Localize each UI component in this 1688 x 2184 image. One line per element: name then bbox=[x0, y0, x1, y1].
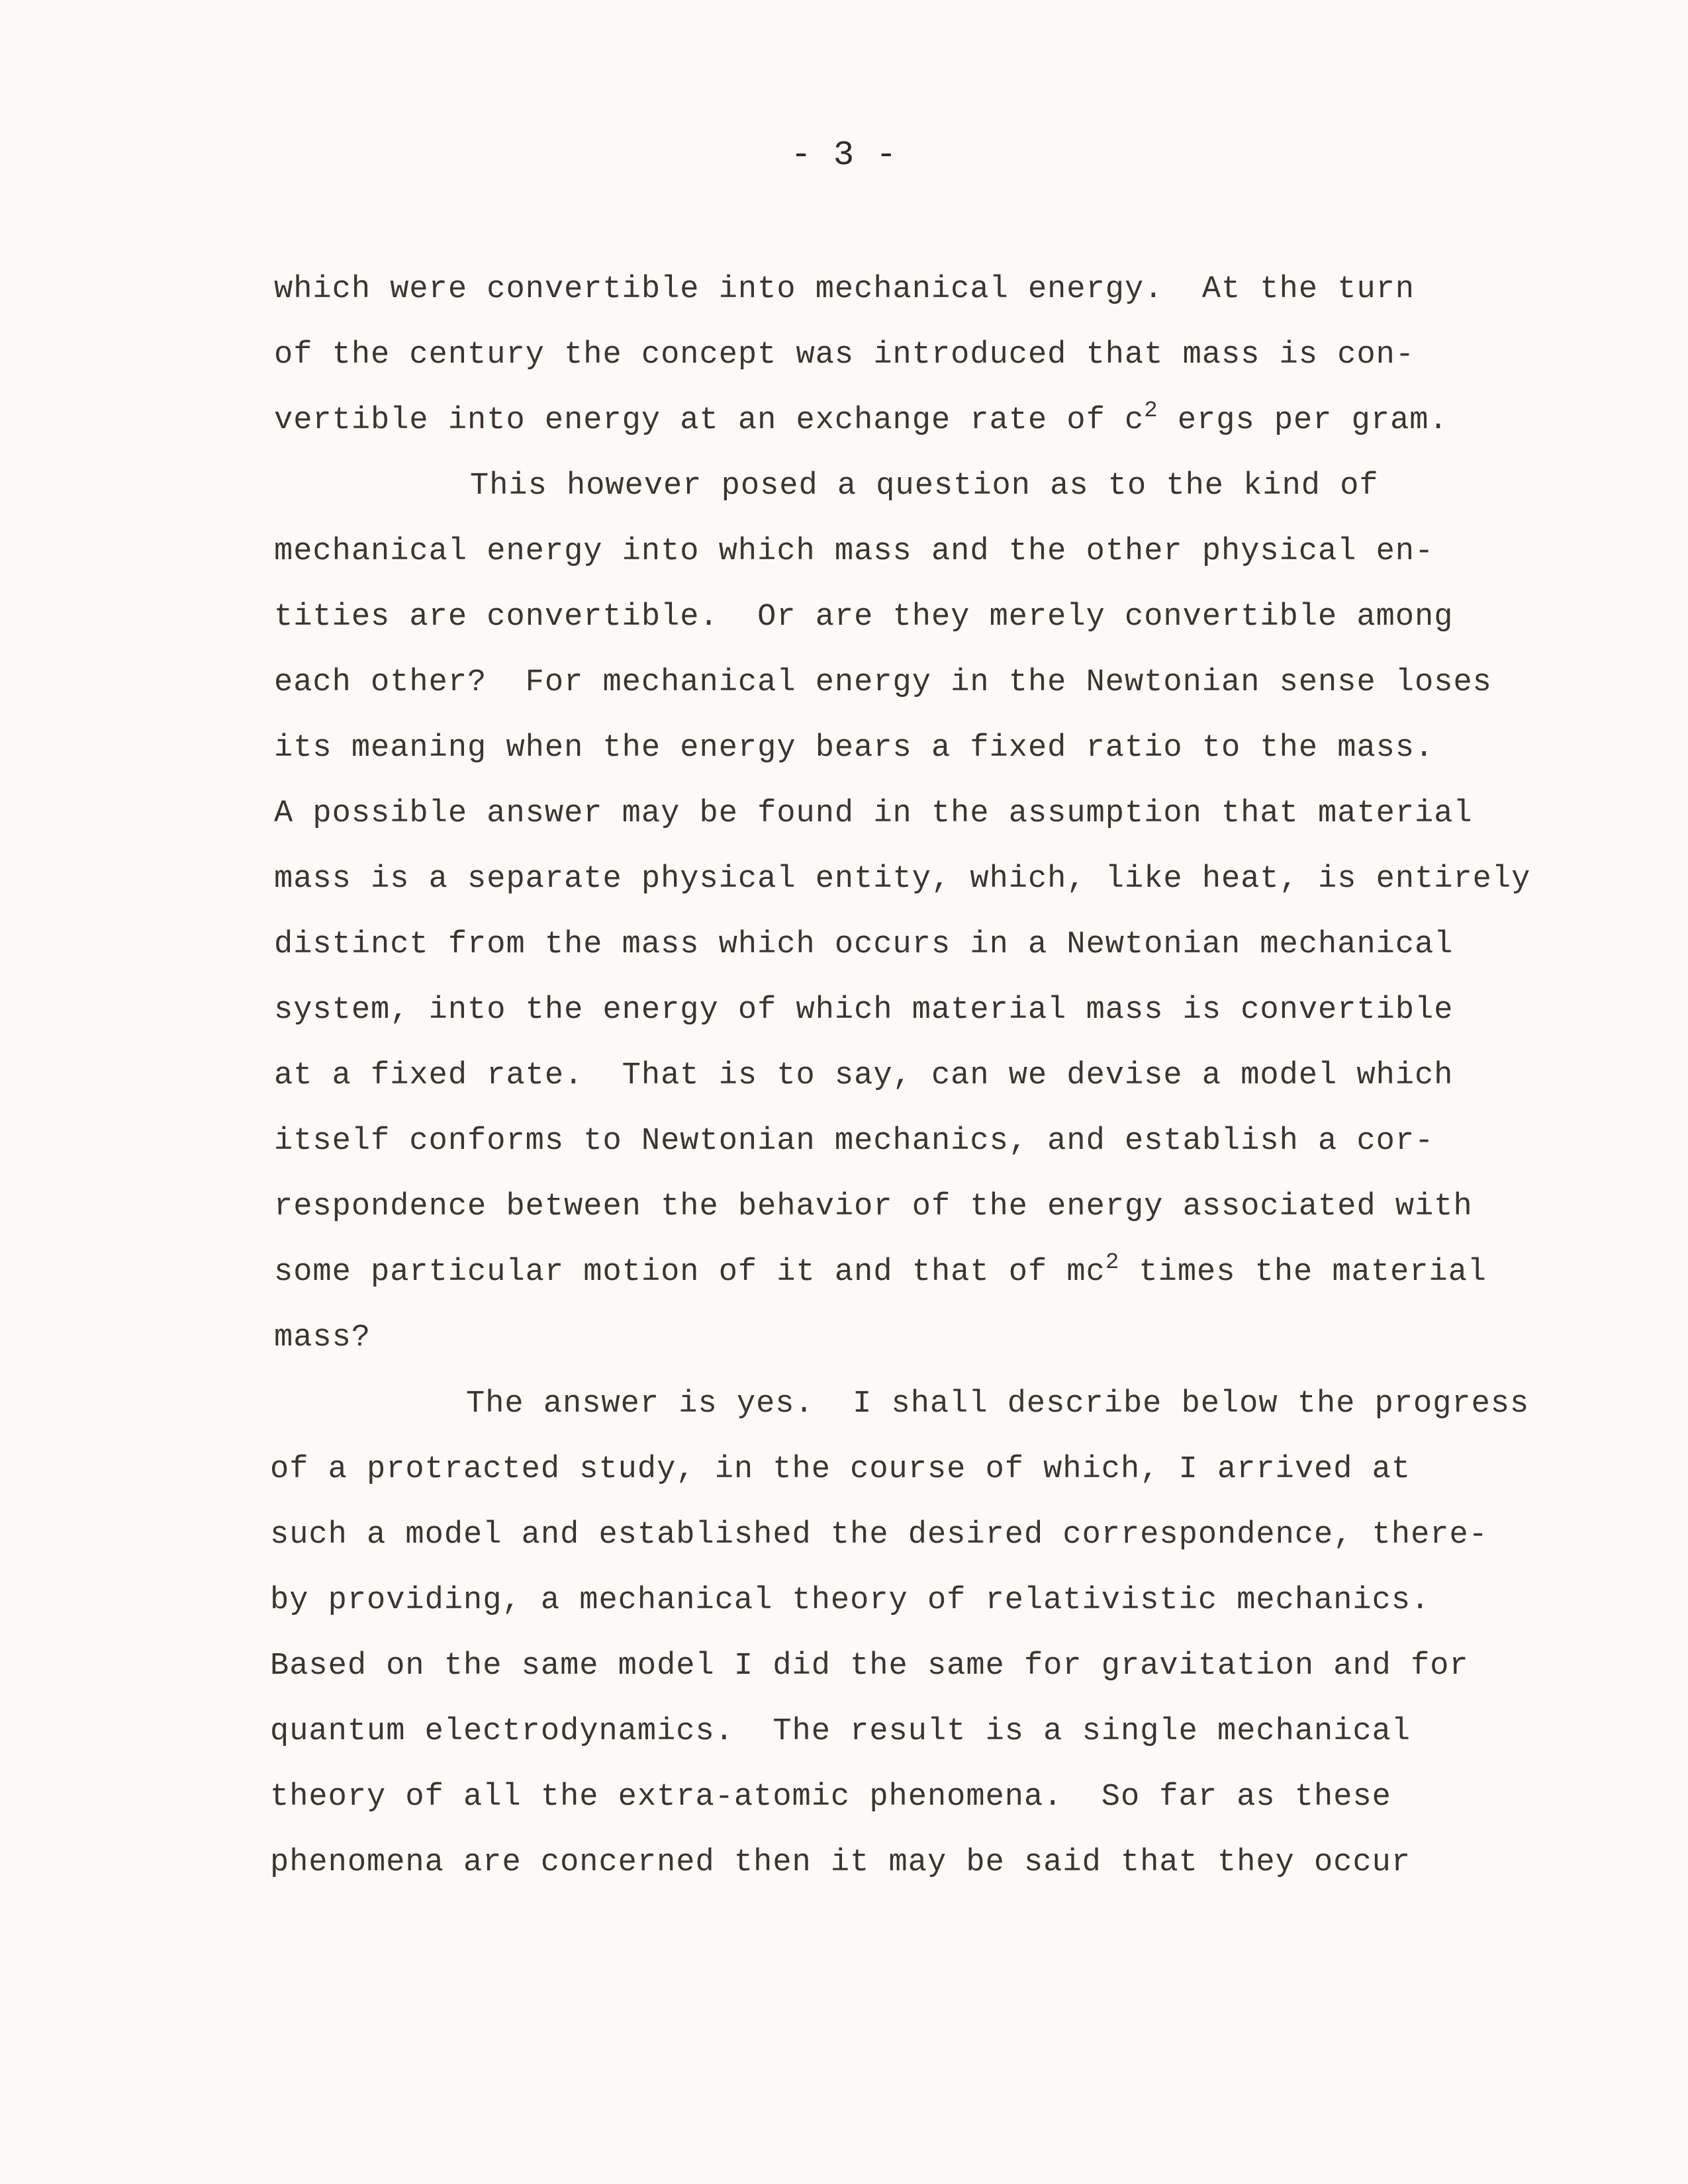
text-line-15: respondence between the behavior of the energy associated with bbox=[274, 1189, 1473, 1224]
superscript-exponent: 2 bbox=[1105, 1250, 1120, 1275]
text-line-1: which were convertible into mechanical energy. At the turn bbox=[274, 272, 1415, 307]
text-line-13: at a fixed rate. That is to say, can we devise a model which bbox=[274, 1058, 1454, 1093]
text-line-2: of the century the concept was introduced that mass is con- bbox=[274, 338, 1415, 373]
text-line-5: mechanical energy into which mass and the other physical en- bbox=[274, 534, 1434, 569]
text-line-20: such a model and established the desired correspondence, there- bbox=[270, 1518, 1488, 1553]
text-line-21: by providing, a mechanical theory of relativistic mechanics. bbox=[270, 1583, 1430, 1618]
text-line-22: Based on the same model I did the same for gravitation and for bbox=[270, 1649, 1469, 1684]
text-line-8: its meaning when the energy bears a fixed ratio to the mass. bbox=[274, 731, 1434, 766]
superscript-exponent: 2 bbox=[1144, 398, 1158, 424]
text-line-19: of a protracted study, in the course of which, I arrived at bbox=[270, 1452, 1411, 1487]
text-line-3 bbox=[274, 398, 1448, 441]
text-line-16-main: some particular motion of it and that of mc bbox=[274, 1255, 1105, 1290]
text-line-14: itself conforms to Newtonian mechanics, and establish a cor- bbox=[274, 1124, 1434, 1159]
text-line-11: distinct from the mass which occurs in a Newtonian mechanical bbox=[274, 927, 1454, 962]
text-line-10: mass is a separate physical entity, which, like heat, is entirely bbox=[274, 862, 1531, 897]
text-line-18: The answer is yes. I shall describe below the progress bbox=[466, 1387, 1530, 1422]
page-number: - 3 - bbox=[790, 136, 898, 175]
text-line-7: each other? For mechanical energy in the Newtonian sense loses bbox=[274, 665, 1492, 700]
text-line-23: quantum electrodynamics. The result is a single mechanical bbox=[270, 1714, 1411, 1749]
text-line-4: This however posed a question as to the kind of bbox=[470, 469, 1379, 504]
text-line-3-tail: ergs per gram. bbox=[1158, 403, 1448, 438]
text-line-17: mass? bbox=[274, 1320, 371, 1355]
text-line-6: tities are convertible. Or are they merely convertible among bbox=[274, 600, 1454, 635]
text-line-3-main: vertible into energy at an exchange rate of c bbox=[274, 403, 1145, 438]
text-line-25: phenomena are concerned then it may be said that they occur bbox=[270, 1845, 1411, 1880]
text-line-16-tail: times the material bbox=[1119, 1255, 1487, 1290]
text-line-16 bbox=[274, 1250, 1487, 1293]
text-line-9: A possible answer may be found in the assumption that material bbox=[274, 796, 1473, 831]
text-line-24: theory of all the extra-atomic phenomena. So far as these bbox=[270, 1780, 1391, 1815]
text-line-12: system, into the energy of which material mass is convertible bbox=[274, 993, 1454, 1028]
